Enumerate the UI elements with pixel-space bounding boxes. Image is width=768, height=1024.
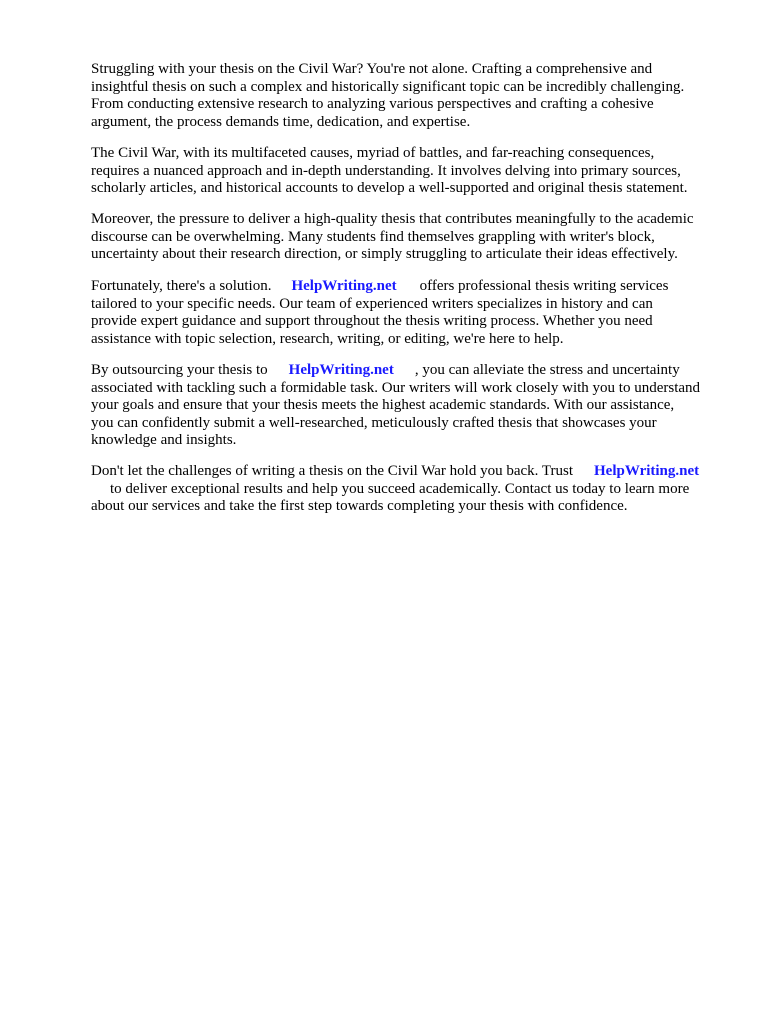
paragraph-line (91, 481, 699, 499)
paragraph-line: you can confidently submit a well-researched, meticulously crafted thesis that showcases your (91, 414, 657, 431)
paragraph-line: tailored to your specific needs. Our team of experienced writers specializes in history and can (91, 295, 653, 312)
paragraph-line-with-link (91, 362, 700, 380)
paragraph-line: Struggling with your thesis on the Civil War? You're not alone. Crafting a comprehensive and (91, 61, 653, 77)
paragraph-text: , you can alleviate the stress and uncertainty (414, 362, 680, 378)
paragraph-text: By outsourcing your thesis to (91, 362, 268, 378)
paragraph-line: From conducting extensive research to analyzing various perspectives and crafting a cohesive (91, 96, 654, 113)
paragraph-line: The Civil War, with its multifaceted causes, myriad of battles, and far-reaching consequences, (91, 145, 655, 161)
paragraph-pressure (91, 211, 694, 264)
paragraph-line: associated with tackling such a formidable task. Our writers will work closely with you to understand (91, 379, 701, 396)
paragraph-line: assistance with topic selection, research, writing, or editing, we're here to help. (91, 330, 564, 347)
paragraph-civil-war (91, 145, 688, 198)
paragraph-text: Fortunately, there's a solution. (91, 278, 272, 294)
paragraph-line: provide expert guidance and support throughout the thesis writing process. Whether you need (91, 313, 653, 330)
helpwriting-link[interactable]: HelpWriting.net (288, 362, 394, 378)
paragraph-text: Don't let the challenges of writing a thesis on the Civil War hold you back. Trust (91, 463, 573, 479)
helpwriting-link[interactable]: HelpWriting.net (291, 278, 397, 294)
paragraph-call-to-action (91, 463, 699, 516)
paragraph-line-with-link (91, 463, 699, 481)
paragraph-line-with-link (91, 278, 668, 296)
paragraph-line: scholarly articles, and historical accounts to develop a well-supported and original thesis statement. (91, 180, 688, 197)
paragraph-line: argument, the process demands time, dedication, and expertise. (91, 113, 471, 130)
paragraph-line: knowledge and insights. (91, 432, 237, 449)
paragraph-line: requires a nuanced approach and in-depth understanding. It involves delving into primary sources, (91, 162, 681, 179)
paragraph-line: discourse can be overwhelming. Many students find themselves grappling with writer's block, (91, 228, 655, 245)
paragraph-intro (91, 61, 731, 131)
paragraph-text: to deliver exceptional results and help you succeed academically. Contact us today to learn more (110, 480, 690, 497)
paragraph-line: about our services and take the first step towards completing your thesis with confidence. (91, 498, 628, 515)
document-body (91, 61, 731, 515)
paragraph-line: uncertainty about their research direction, or simply struggling to articulate their ideas effectively. (91, 246, 678, 263)
paragraph-line: Moreover, the pressure to deliver a high-quality thesis that contributes meaningfully to the academic (91, 211, 694, 227)
paragraph-line: insightful thesis on such a complex and historically significant topic can be incredibly challenging. (91, 78, 685, 95)
helpwriting-link[interactable]: HelpWriting.net (594, 463, 700, 479)
paragraph-solution (91, 278, 668, 348)
paragraph-outsourcing (91, 362, 700, 450)
paragraph-text: offers professional thesis writing services (419, 278, 669, 294)
paragraph-line: your goals and ensure that your thesis meets the highest academic standards. With our assistance, (91, 397, 675, 414)
